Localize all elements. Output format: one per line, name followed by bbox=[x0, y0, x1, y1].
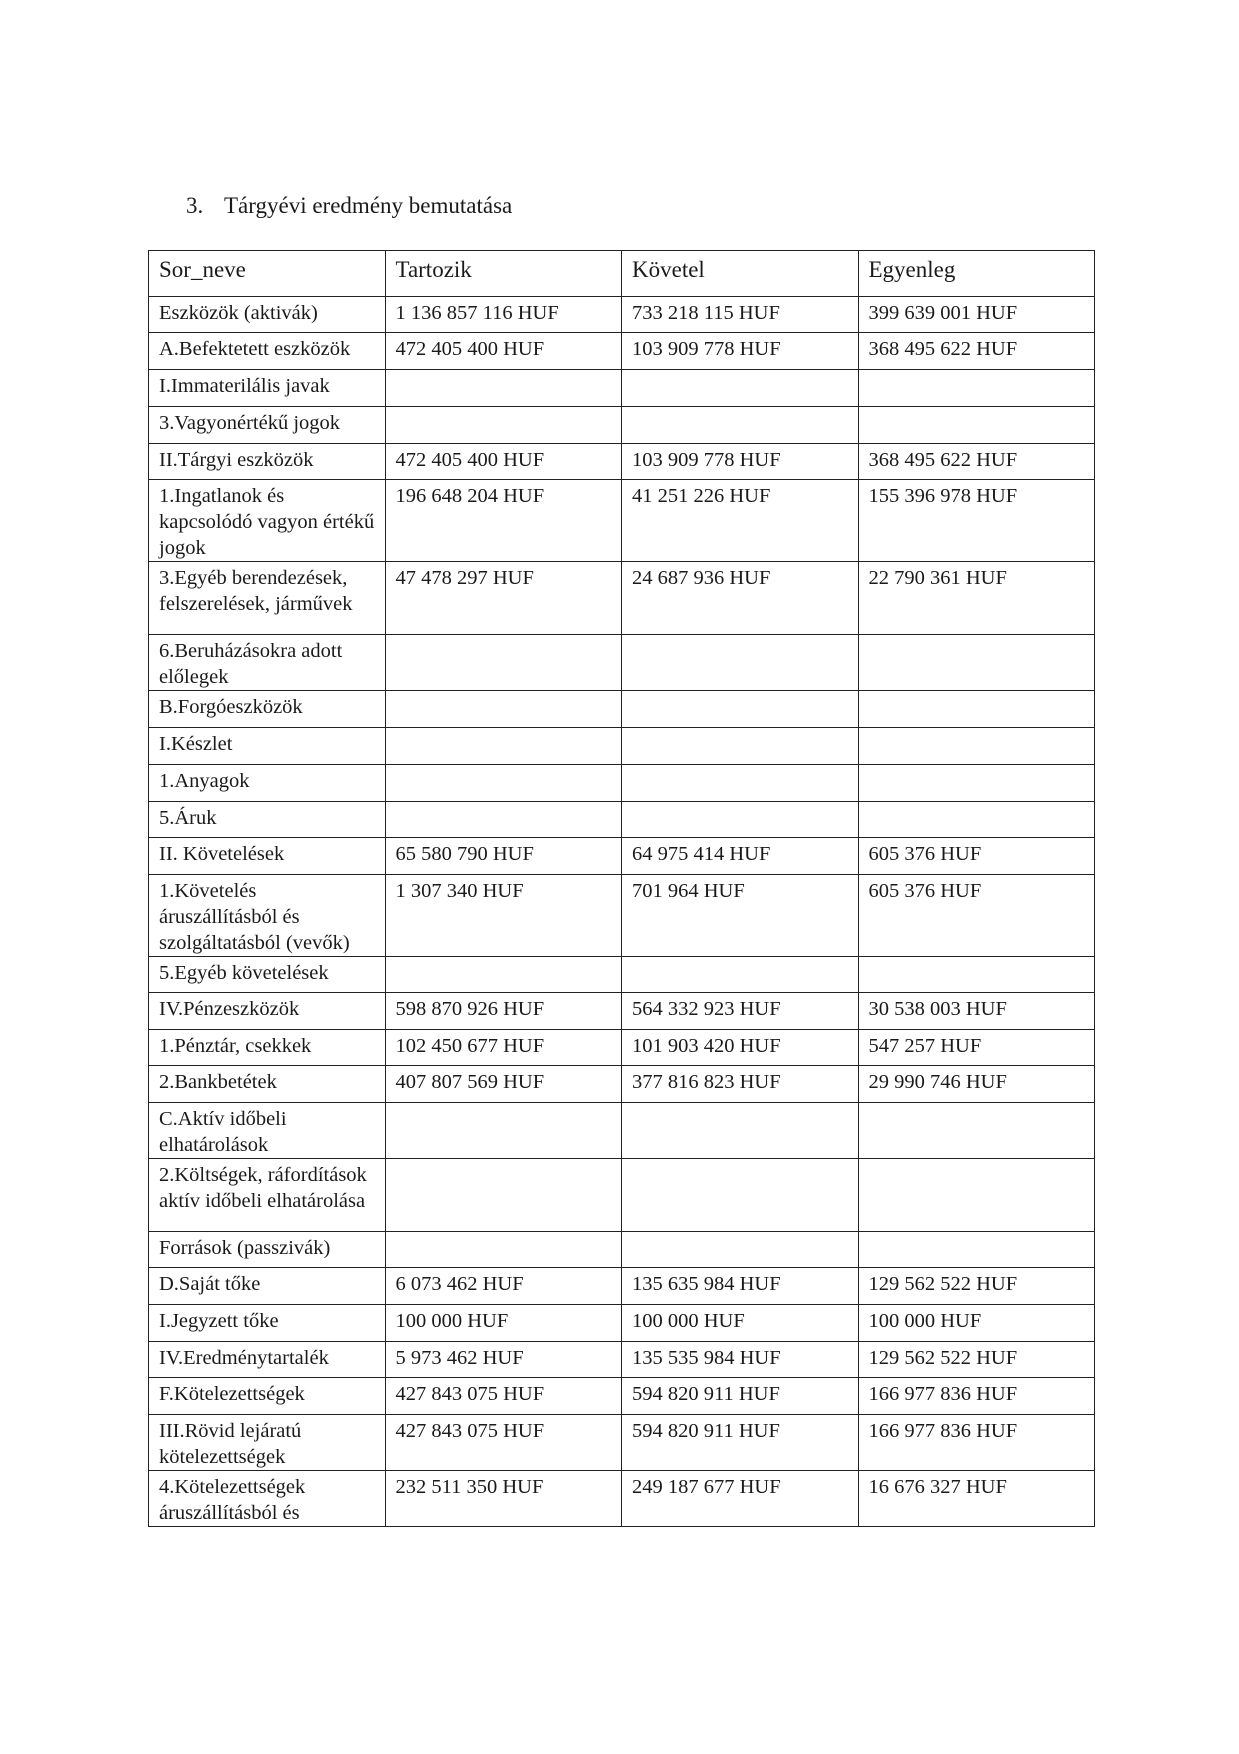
cell-kovetel bbox=[622, 1232, 859, 1268]
cell-kovetel: 24 687 936 HUF bbox=[622, 562, 859, 635]
cell-egyenleg: 155 396 978 HUF bbox=[858, 480, 1095, 562]
cell-tartozik bbox=[385, 802, 622, 838]
cell-egyenleg: 368 495 622 HUF bbox=[858, 333, 1095, 370]
cell-sor-neve: IV.Pénzeszközök bbox=[149, 993, 386, 1030]
table-row bbox=[149, 635, 1095, 691]
cell-egyenleg: 399 639 001 HUF bbox=[858, 297, 1095, 333]
table-row bbox=[149, 765, 1095, 802]
cell-sor-neve: 4.Kötelezettségek áruszállításból és bbox=[149, 1471, 386, 1527]
cell-tartozik: 427 843 075 HUF bbox=[385, 1378, 622, 1415]
cell-sor-neve: 3.Vagyonértékű jogok bbox=[149, 407, 386, 444]
cell-sor-neve: I.Készlet bbox=[149, 728, 386, 765]
cell-egyenleg bbox=[858, 1103, 1095, 1159]
cell-sor-neve: 3.Egyéb berendezések, felszerelések, járművek bbox=[149, 562, 386, 635]
cell-kovetel: 594 820 911 HUF bbox=[622, 1415, 859, 1471]
cell-sor-neve: C.Aktív időbeli elhatárolások bbox=[149, 1103, 386, 1159]
cell-kovetel: 733 218 115 HUF bbox=[622, 297, 859, 333]
cell-kovetel: 103 909 778 HUF bbox=[622, 444, 859, 480]
cell-tartozik: 472 405 400 HUF bbox=[385, 444, 622, 480]
cell-tartozik: 232 511 350 HUF bbox=[385, 1471, 622, 1527]
header-egyenleg: Egyenleg bbox=[858, 251, 1095, 297]
cell-tartozik: 102 450 677 HUF bbox=[385, 1030, 622, 1066]
cell-kovetel bbox=[622, 370, 859, 407]
cell-kovetel bbox=[622, 635, 859, 691]
cell-kovetel: 135 535 984 HUF bbox=[622, 1342, 859, 1378]
cell-sor-neve: II.Tárgyi eszközök bbox=[149, 444, 386, 480]
table-row bbox=[149, 691, 1095, 728]
cell-sor-neve: III.Rövid lejáratú kötelezettségek bbox=[149, 1415, 386, 1471]
cell-kovetel: 41 251 226 HUF bbox=[622, 480, 859, 562]
cell-egyenleg: 129 562 522 HUF bbox=[858, 1268, 1095, 1305]
cell-sor-neve: 1.Anyagok bbox=[149, 765, 386, 802]
cell-tartozik: 47 478 297 HUF bbox=[385, 562, 622, 635]
cell-sor-neve: B.Forgóeszközök bbox=[149, 691, 386, 728]
cell-tartozik bbox=[385, 407, 622, 444]
cell-egyenleg bbox=[858, 765, 1095, 802]
table-row bbox=[149, 993, 1095, 1030]
cell-egyenleg: 22 790 361 HUF bbox=[858, 562, 1095, 635]
cell-kovetel: 103 909 778 HUF bbox=[622, 333, 859, 370]
table-row bbox=[149, 1471, 1095, 1527]
table-row bbox=[149, 1159, 1095, 1232]
cell-kovetel: 100 000 HUF bbox=[622, 1305, 859, 1342]
cell-tartozik bbox=[385, 957, 622, 993]
table-row bbox=[149, 1415, 1095, 1471]
cell-egyenleg: 16 676 327 HUF bbox=[858, 1471, 1095, 1527]
cell-egyenleg bbox=[858, 635, 1095, 691]
cell-sor-neve: I.Immaterilális javak bbox=[149, 370, 386, 407]
table-row bbox=[149, 728, 1095, 765]
cell-tartozik: 407 807 569 HUF bbox=[385, 1066, 622, 1103]
table-row bbox=[149, 333, 1095, 370]
cell-egyenleg bbox=[858, 370, 1095, 407]
cell-sor-neve: 5.Egyéb követelések bbox=[149, 957, 386, 993]
cell-kovetel: 377 816 823 HUF bbox=[622, 1066, 859, 1103]
table-row bbox=[149, 480, 1095, 562]
cell-tartozik bbox=[385, 1159, 622, 1232]
table-row bbox=[149, 1103, 1095, 1159]
cell-sor-neve: Források (passzivák) bbox=[149, 1232, 386, 1268]
cell-egyenleg: 166 977 836 HUF bbox=[858, 1378, 1095, 1415]
cell-egyenleg bbox=[858, 957, 1095, 993]
section-number: 3. bbox=[186, 193, 204, 218]
table-row bbox=[149, 444, 1095, 480]
cell-sor-neve: D.Saját tőke bbox=[149, 1268, 386, 1305]
cell-kovetel bbox=[622, 1103, 859, 1159]
cell-sor-neve: 6.Beruházásokra adott előlegek bbox=[149, 635, 386, 691]
cell-egyenleg: 605 376 HUF bbox=[858, 875, 1095, 957]
cell-tartozik bbox=[385, 728, 622, 765]
cell-egyenleg: 29 990 746 HUF bbox=[858, 1066, 1095, 1103]
cell-egyenleg: 100 000 HUF bbox=[858, 1305, 1095, 1342]
cell-tartozik bbox=[385, 1103, 622, 1159]
table-row bbox=[149, 1268, 1095, 1305]
cell-egyenleg bbox=[858, 407, 1095, 444]
table-row bbox=[149, 957, 1095, 993]
table-row bbox=[149, 297, 1095, 333]
table-row bbox=[149, 875, 1095, 957]
cell-tartozik: 6 073 462 HUF bbox=[385, 1268, 622, 1305]
table-row bbox=[149, 1066, 1095, 1103]
cell-tartozik: 65 580 790 HUF bbox=[385, 838, 622, 875]
balance-table bbox=[148, 250, 1095, 1527]
cell-tartozik: 5 973 462 HUF bbox=[385, 1342, 622, 1378]
cell-tartozik bbox=[385, 691, 622, 728]
cell-kovetel bbox=[622, 765, 859, 802]
cell-egyenleg: 166 977 836 HUF bbox=[858, 1415, 1095, 1471]
cell-egyenleg bbox=[858, 1232, 1095, 1268]
table-row bbox=[149, 1342, 1095, 1378]
cell-kovetel bbox=[622, 691, 859, 728]
cell-egyenleg: 129 562 522 HUF bbox=[858, 1342, 1095, 1378]
cell-egyenleg bbox=[858, 1159, 1095, 1232]
cell-sor-neve: 1.Ingatlanok és kapcsolódó vagyon értékű jogok bbox=[149, 480, 386, 562]
cell-tartozik bbox=[385, 635, 622, 691]
cell-tartozik: 1 307 340 HUF bbox=[385, 875, 622, 957]
cell-sor-neve: IV.Eredménytartalék bbox=[149, 1342, 386, 1378]
cell-kovetel: 564 332 923 HUF bbox=[622, 993, 859, 1030]
cell-kovetel: 701 964 HUF bbox=[622, 875, 859, 957]
table-row bbox=[149, 562, 1095, 635]
table-row bbox=[149, 838, 1095, 875]
cell-egyenleg bbox=[858, 728, 1095, 765]
cell-kovetel bbox=[622, 728, 859, 765]
cell-kovetel bbox=[622, 1159, 859, 1232]
table-row bbox=[149, 407, 1095, 444]
cell-sor-neve: 2.Bankbetétek bbox=[149, 1066, 386, 1103]
cell-egyenleg bbox=[858, 802, 1095, 838]
table-header-row bbox=[149, 251, 1095, 297]
cell-sor-neve: 5.Áruk bbox=[149, 802, 386, 838]
header-kovetel: Követel bbox=[622, 251, 859, 297]
cell-tartozik: 100 000 HUF bbox=[385, 1305, 622, 1342]
cell-tartozik: 472 405 400 HUF bbox=[385, 333, 622, 370]
cell-egyenleg: 368 495 622 HUF bbox=[858, 444, 1095, 480]
cell-tartozik bbox=[385, 765, 622, 802]
header-tartozik: Tartozik bbox=[385, 251, 622, 297]
cell-egyenleg: 605 376 HUF bbox=[858, 838, 1095, 875]
cell-kovetel: 64 975 414 HUF bbox=[622, 838, 859, 875]
table-row bbox=[149, 1378, 1095, 1415]
cell-tartozik: 196 648 204 HUF bbox=[385, 480, 622, 562]
cell-kovetel: 135 635 984 HUF bbox=[622, 1268, 859, 1305]
cell-sor-neve: 2.Költségek, ráfordítások aktív időbeli elhatárolása bbox=[149, 1159, 386, 1232]
table-row bbox=[149, 1305, 1095, 1342]
header-sor-neve: Sor_neve bbox=[149, 251, 386, 297]
cell-kovetel bbox=[622, 957, 859, 993]
cell-kovetel: 594 820 911 HUF bbox=[622, 1378, 859, 1415]
section-title: Tárgyévi eredmény bemutatása bbox=[224, 193, 513, 218]
cell-sor-neve: A.Befektetett eszközök bbox=[149, 333, 386, 370]
table-row bbox=[149, 802, 1095, 838]
table-row bbox=[149, 1030, 1095, 1066]
cell-kovetel bbox=[622, 802, 859, 838]
cell-sor-neve: I.Jegyzett tőke bbox=[149, 1305, 386, 1342]
cell-sor-neve: Eszközök (aktivák) bbox=[149, 297, 386, 333]
cell-tartozik: 598 870 926 HUF bbox=[385, 993, 622, 1030]
cell-tartozik bbox=[385, 370, 622, 407]
cell-tartozik: 1 136 857 116 HUF bbox=[385, 297, 622, 333]
cell-egyenleg bbox=[858, 691, 1095, 728]
cell-kovetel: 101 903 420 HUF bbox=[622, 1030, 859, 1066]
section-heading bbox=[186, 189, 512, 223]
cell-sor-neve: 1.Követelés áruszállításból és szolgáltatásból (vevők) bbox=[149, 875, 386, 957]
cell-sor-neve: F.Kötelezettségek bbox=[149, 1378, 386, 1415]
cell-egyenleg: 547 257 HUF bbox=[858, 1030, 1095, 1066]
cell-sor-neve: 1.Pénztár, csekkek bbox=[149, 1030, 386, 1066]
table-row bbox=[149, 370, 1095, 407]
cell-kovetel bbox=[622, 407, 859, 444]
table-row bbox=[149, 1232, 1095, 1268]
cell-kovetel: 249 187 677 HUF bbox=[622, 1471, 859, 1527]
cell-egyenleg: 30 538 003 HUF bbox=[858, 993, 1095, 1030]
cell-tartozik: 427 843 075 HUF bbox=[385, 1415, 622, 1471]
cell-sor-neve: II. Követelések bbox=[149, 838, 386, 875]
cell-tartozik bbox=[385, 1232, 622, 1268]
